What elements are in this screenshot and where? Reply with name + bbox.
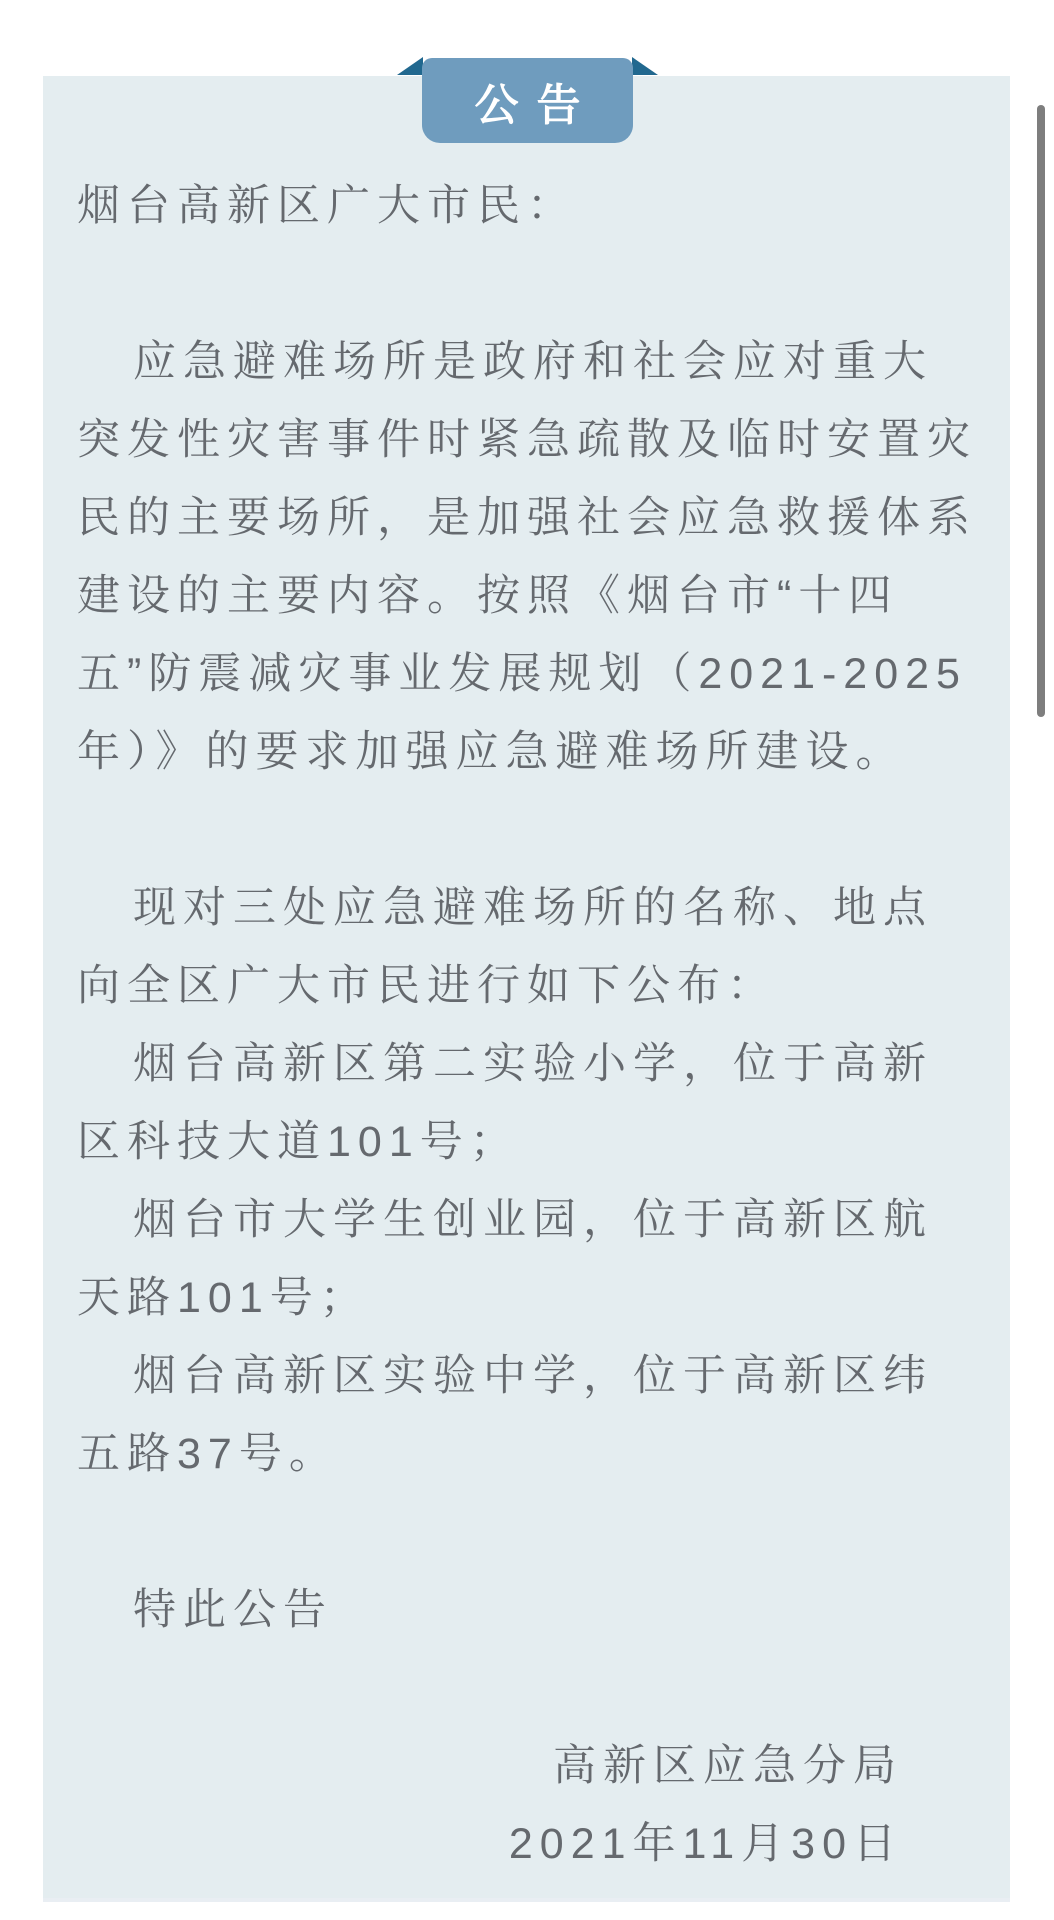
paragraph-line: 突发性灾害事件时紧急疏散及临时安置灾 bbox=[77, 416, 977, 464]
notice-ribbon-title: 公告 bbox=[422, 58, 633, 143]
shelter-item-line: 烟台高新区第二实验小学，位于高新 bbox=[133, 1040, 933, 1088]
shelter-item-line: 烟台高新区实验中学，位于高新区纬 bbox=[133, 1352, 933, 1400]
scrollbar-thumb[interactable] bbox=[1037, 105, 1045, 717]
paragraph-line: 现对三处应急避难场所的名称、地点 bbox=[133, 884, 933, 932]
paragraph-line: 向全区广大市民进行如下公布： bbox=[77, 962, 777, 1010]
closing-statement: 特此公告 bbox=[133, 1586, 333, 1634]
ribbon-fold-left-icon bbox=[397, 57, 423, 75]
shelter-item-line: 烟台市大学生创业园，位于高新区航 bbox=[133, 1196, 933, 1244]
paragraph-line: 建设的主要内容。按照《烟台市“十四 bbox=[77, 572, 899, 620]
shelter-item-line: 区科技大道101号； bbox=[77, 1118, 520, 1166]
signature-issuer: 高新区应急分局 bbox=[553, 1742, 903, 1790]
shelter-item-line: 天路101号； bbox=[77, 1274, 370, 1322]
paragraph-line: 年）》的要求加强应急避难场所建设。 bbox=[77, 728, 906, 776]
signature-date: 2021年11月30日 bbox=[508, 1820, 903, 1868]
paragraph-line: 民的主要场所，是加强社会应急救援体系 bbox=[77, 494, 977, 542]
salutation: 烟台高新区广大市民： bbox=[77, 182, 577, 230]
notice-body bbox=[43, 76, 1010, 1883]
ribbon-fold-right-icon bbox=[632, 57, 658, 75]
paragraph-line: 应急避难场所是政府和社会应对重大 bbox=[133, 338, 933, 386]
paragraph-line: 五”防震减灾事业发展规划（2021-2025 bbox=[77, 650, 967, 698]
shelter-item-line: 五路37号。 bbox=[77, 1430, 339, 1478]
